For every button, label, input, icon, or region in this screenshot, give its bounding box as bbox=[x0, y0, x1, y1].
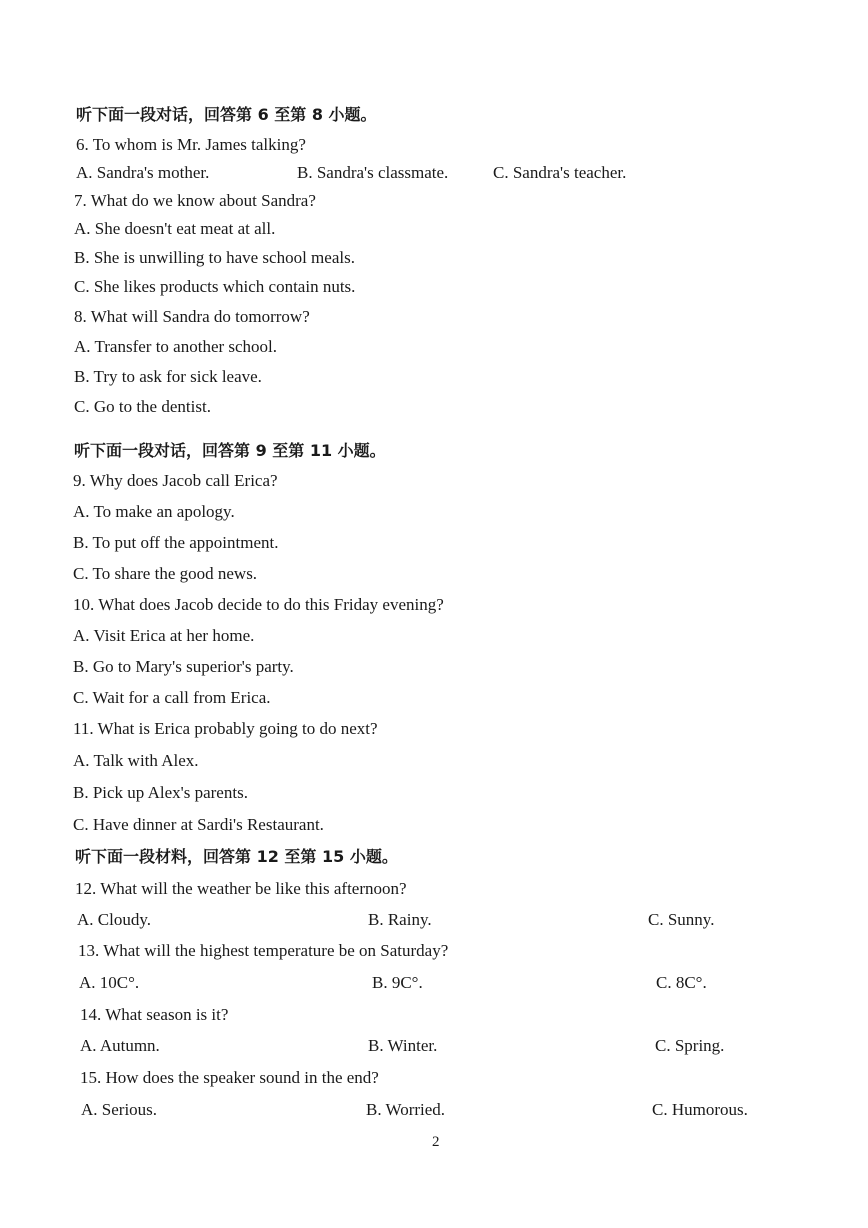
option-c: C. 8C°. bbox=[656, 973, 707, 992]
option-a: A. Sandra's mother. bbox=[76, 163, 210, 182]
question-text: 13. What will the highest temperature be on Saturday? bbox=[78, 941, 449, 960]
option-c: C. To share the good news. bbox=[73, 564, 258, 583]
option-b: B. 9C°. bbox=[372, 973, 423, 992]
question-text: 10. What does Jacob decide to do this Friday evening? bbox=[73, 595, 444, 614]
question-text: 9. Why does Jacob call Erica? bbox=[73, 471, 278, 490]
option-b: B. Pick up Alex's parents. bbox=[73, 783, 248, 802]
option-b: B. To put off the appointment. bbox=[73, 533, 279, 552]
option-c: C. Wait for a call from Erica. bbox=[73, 688, 271, 707]
option-a: A. Cloudy. bbox=[77, 910, 151, 929]
option-c: C. Have dinner at Sardi's Restaurant. bbox=[73, 815, 324, 834]
option-b: B. She is unwilling to have school meals. bbox=[74, 248, 355, 267]
option-a: A. Visit Erica at her home. bbox=[73, 626, 255, 645]
option-c: C. She likes products which contain nuts. bbox=[74, 277, 356, 296]
question-text: 8. What will Sandra do tomorrow? bbox=[74, 307, 310, 326]
option-b: B. Rainy. bbox=[368, 910, 432, 929]
section-heading: 听下面一段对话，回答第 6 至第 8 小题。 bbox=[76, 105, 377, 124]
option-c: C. Sunny. bbox=[648, 910, 715, 929]
option-a: A. Autumn. bbox=[80, 1036, 160, 1055]
option-b: B. Sandra's classmate. bbox=[297, 163, 449, 182]
option-a: A. Talk with Alex. bbox=[73, 751, 199, 770]
option-b: B. Go to Mary's superior's party. bbox=[73, 657, 294, 676]
option-a: A. 10C°. bbox=[79, 973, 140, 992]
option-c: C. Go to the dentist. bbox=[74, 397, 211, 416]
question-text: 7. What do we know about Sandra? bbox=[74, 191, 316, 210]
section-heading: 听下面一段对话，回答第 9 至第 11 小题。 bbox=[74, 441, 386, 460]
question-text: 15. How does the speaker sound in the end? bbox=[80, 1068, 379, 1087]
question-text: 11. What is Erica probably going to do next? bbox=[73, 719, 378, 738]
question-text: 6. To whom is Mr. James talking? bbox=[76, 135, 306, 154]
question-text: 14. What season is it? bbox=[80, 1005, 229, 1024]
option-a: A. To make an apology. bbox=[73, 502, 235, 521]
option-b: B. Try to ask for sick leave. bbox=[74, 367, 262, 386]
option-a: A. She doesn't eat meat at all. bbox=[74, 219, 276, 238]
section-heading: 听下面一段材料，回答第 12 至第 15 小题。 bbox=[75, 847, 398, 866]
option-b: B. Winter. bbox=[368, 1036, 438, 1055]
option-b: B. Worried. bbox=[366, 1100, 446, 1119]
option-a: A. Serious. bbox=[81, 1100, 158, 1119]
option-c: C. Humorous. bbox=[652, 1100, 748, 1119]
page-number: 2 bbox=[432, 1134, 440, 1150]
option-a: A. Transfer to another school. bbox=[74, 337, 278, 356]
option-c: C. Spring. bbox=[655, 1036, 725, 1055]
option-c: C. Sandra's teacher. bbox=[493, 163, 627, 182]
question-text: 12. What will the weather be like this afternoon? bbox=[75, 879, 407, 898]
